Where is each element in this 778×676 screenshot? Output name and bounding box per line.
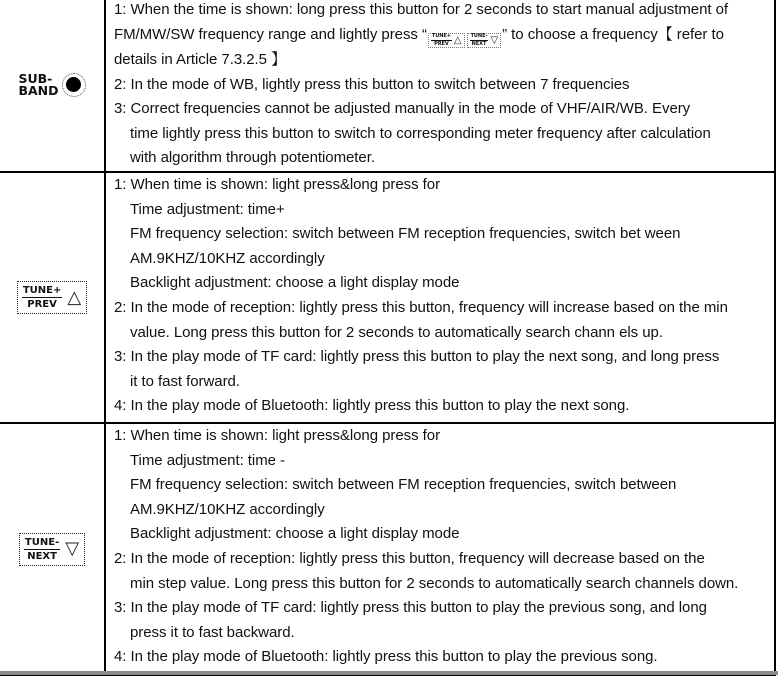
description-line: Backlight adjustment: choose a light display mode [130, 525, 460, 543]
subband-label: SUB- BAND [18, 70, 59, 98]
description-line: details in Article 7.3.2.5 】 [114, 51, 287, 69]
description-line: 2: In the mode of reception: lightly press this button, frequency will decrease based on the [114, 550, 705, 568]
table-row-subband [0, 0, 775, 172]
description-line: min step value. Long press this button for 2 seconds to automatically search channels down. [130, 574, 739, 592]
description-line: FM/MW/SW frequency range and lightly press “ TUNE+ PREV △ TUNE- NEXT ▽ ” to choose a frequency【 refer to [114, 25, 724, 48]
tune-prev-button-image: TUNE+ PREV △ [17, 281, 87, 314]
description-cell [105, 172, 775, 423]
description-line: AM.9KHZ/10KHZ accordingly [130, 249, 325, 267]
button-image-cell [0, 423, 105, 675]
description-cell [105, 423, 775, 675]
description-line: 3: In the play mode of TF card: lightly press this button to play the next song, and long press [114, 348, 720, 366]
description-line: 1: When the time is shown: long press this button for 2 seconds to start manual adjustment of [114, 1, 729, 18]
description-line: 1: When time is shown: light press&long press for [114, 176, 441, 194]
description-cell [105, 0, 775, 172]
triangle-down-icon: ▽ [65, 538, 80, 560]
triangle-down-icon: ▽ [490, 34, 499, 46]
description-line: Time adjustment: time - [130, 451, 286, 469]
page-edge-divider [0, 671, 778, 675]
description-line: 2: In the mode of reception: lightly press this button, frequency will increase based on the min [114, 299, 728, 317]
description-line: 3: In the play mode of TF card: lightly press this button to play the previous song, and long [114, 599, 707, 617]
table-row-tune-next [0, 423, 775, 675]
button-image-cell [0, 172, 105, 423]
description-line: 4: In the play mode of Bluetooth: lightly press this button to play the next song. [114, 397, 630, 415]
description-line: FM frequency selection: switch between FM reception frequencies, switch between [130, 476, 677, 494]
description-line: AM.9KHZ/10KHZ accordingly [130, 500, 325, 518]
button-image-cell [0, 0, 105, 172]
description-line: it to fast forward. [130, 372, 240, 390]
table-row-tune-prev [0, 172, 775, 423]
triangle-up-icon: △ [453, 34, 462, 46]
description-line: with algorithm through potentiometer. [130, 149, 375, 167]
tune-next-button-image: TUNE- NEXT ▽ [19, 533, 85, 566]
description-line: 3: Correct frequencies cannot be adjusted manually in the mode of VHF/AIR/WB. Every [114, 100, 691, 118]
description-line: value. Long press this button for 2 seconds to automatically search chann els up. [130, 323, 663, 341]
subband-button-image [18, 70, 85, 98]
description-line: Backlight adjustment: choose a light display mode [130, 274, 460, 292]
description-line: 2: In the mode of WB, lightly press this button to switch between 7 frequencies [114, 75, 630, 93]
description-line: FM frequency selection: switch between FM reception frequencies, switch bet ween [130, 225, 681, 243]
description-line: press it to fast backward. [130, 623, 295, 641]
triangle-up-icon: △ [67, 286, 82, 308]
description-line: time lightly press this button to switch to corresponding meter frequency after calculation [130, 124, 711, 142]
inline-tune-next-icon: TUNE- NEXT ▽ [467, 33, 502, 48]
inline-tune-prev-icon: TUNE+ PREV △ [428, 33, 465, 48]
knob-icon [62, 73, 86, 97]
description-line: 1: When time is shown: light press&long press for [114, 427, 441, 445]
description-line: Time adjustment: time+ [130, 200, 285, 218]
description-line: 4: In the play mode of Bluetooth: lightly press this button to play the previous song. [114, 648, 658, 666]
